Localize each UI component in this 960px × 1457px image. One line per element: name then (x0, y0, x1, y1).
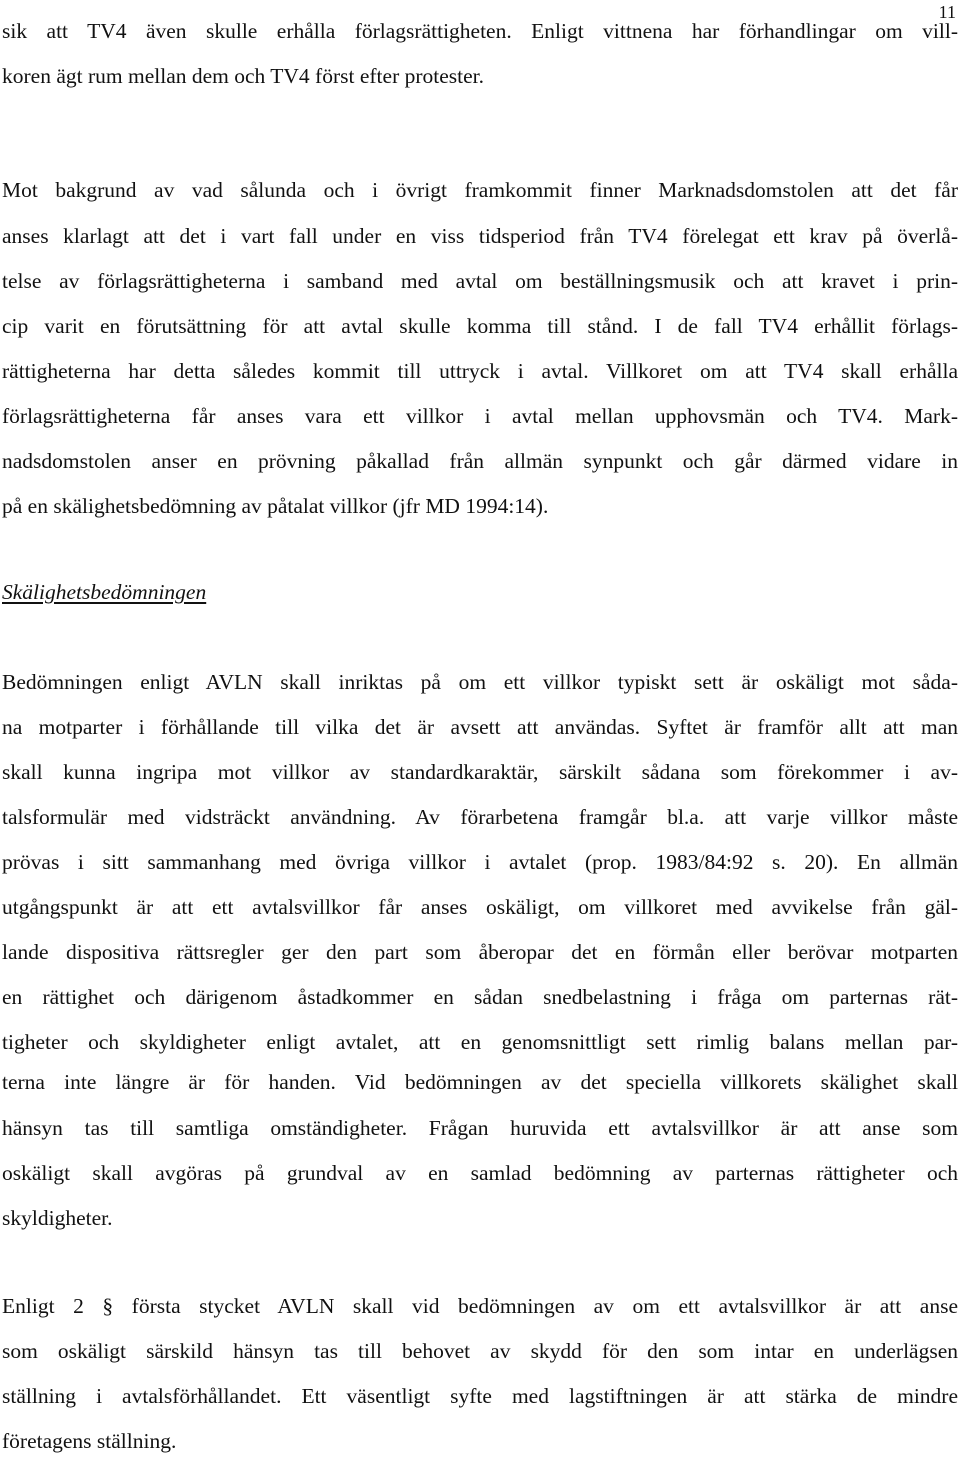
text-line: företagens ställning. (2, 1429, 177, 1453)
text-line: som oskäligt särskild hänsyn tas till behovet av skydd för den som intar en underlägsen (2, 1339, 958, 1363)
text-line: ställning i avtalsförhållandet. Ett väsentligt syfte med lagstiftningen är att stärka de mindre (2, 1384, 958, 1408)
text-line: prövas i sitt sammanhang med övriga villkor i avtalet (prop. 1983/84:92 s. 20). En allmän (2, 850, 958, 874)
text-line: koren ägt rum mellan dem och TV4 först efter protester. (2, 64, 485, 88)
text-line: tigheter och skyldigheter enligt avtalet, att en genomsnittligt sett rimlig balans mellan par- (2, 1030, 958, 1054)
text-line: terna inte längre är för handen. Vid bedömningen av det speciella villkorets skälighet skall (2, 1070, 958, 1094)
text-line: anses klarlagt att det i vart fall under en viss tidsperiod från TV4 förelegat ett krav på överlå- (2, 224, 958, 248)
text-line: Enligt 2 § första stycket AVLN skall vid bedömningen av om ett avtalsvillkor är att anse (2, 1294, 958, 1318)
text-line: Mot bakgrund av vad sålunda och i övrigt framkommit finner Marknadsdomstolen att det får (2, 178, 958, 202)
section-heading: Skälighetsbedömningen (2, 580, 207, 604)
text-line: cip varit en förutsättning för att avtal skulle komma till stånd. I de fall TV4 erhållit förlags- (2, 314, 958, 338)
text-line: skyldigheter. (2, 1206, 113, 1230)
text-line: na motparter i förhållande till vilka det är avsett att användas. Syftet är framför allt att man (2, 715, 958, 739)
text-line: nadsdomstolen anser en prövning påkallad från allmän synpunkt och går därmed vidare in (2, 449, 958, 473)
text-line: utgångspunkt är att ett avtalsvillkor får anses oskäligt, om villkoret med avvikelse från gäl- (2, 895, 958, 919)
page-number: 11 (938, 2, 956, 22)
text-line: skall kunna ingripa mot villkor av standardkaraktär, särskilt sådana som förekommer i av- (2, 760, 958, 784)
text-line: telse av förlagsrättigheterna i samband med avtal om beställningsmusik och att kravet i prin- (2, 269, 958, 293)
text-line: hänsyn tas till samtliga omständigheter. Frågan huruvida ett avtalsvillkor är att anse som (2, 1116, 958, 1140)
text-line: förlagsrättigheterna får anses vara ett villkor i avtal mellan upphovsmän och TV4. Mark- (2, 404, 958, 428)
text-line: oskäligt skall avgöras på grundval av en samlad bedömning av parternas rättigheter och (2, 1161, 958, 1185)
text-line: lande dispositiva rättsregler ger den part som åberopar det en förmån eller berövar motparten (2, 940, 958, 964)
text-line: en rättighet och därigenom åstadkommer en sådan snedbelastning i fråga om parternas rät- (2, 985, 958, 1009)
text-line: sik att TV4 även skulle erhålla förlagsrättigheten. Enligt vittnena har förhandlingar om vill- (2, 19, 958, 43)
text-line: rättigheterna har detta således kommit till uttryck i avtal. Villkoret om att TV4 skall erhålla (2, 359, 958, 383)
text-line: Bedömningen enligt AVLN skall inriktas på om ett villkor typiskt sett är oskäligt mot såda- (2, 670, 958, 694)
text-line: talsformulär med vidsträckt användning. Av förarbetena framgår bl.a. att varje villkor måste (2, 805, 958, 829)
text-line: på en skälighetsbedömning av påtalat villkor (jfr MD 1994:14). (2, 494, 549, 518)
